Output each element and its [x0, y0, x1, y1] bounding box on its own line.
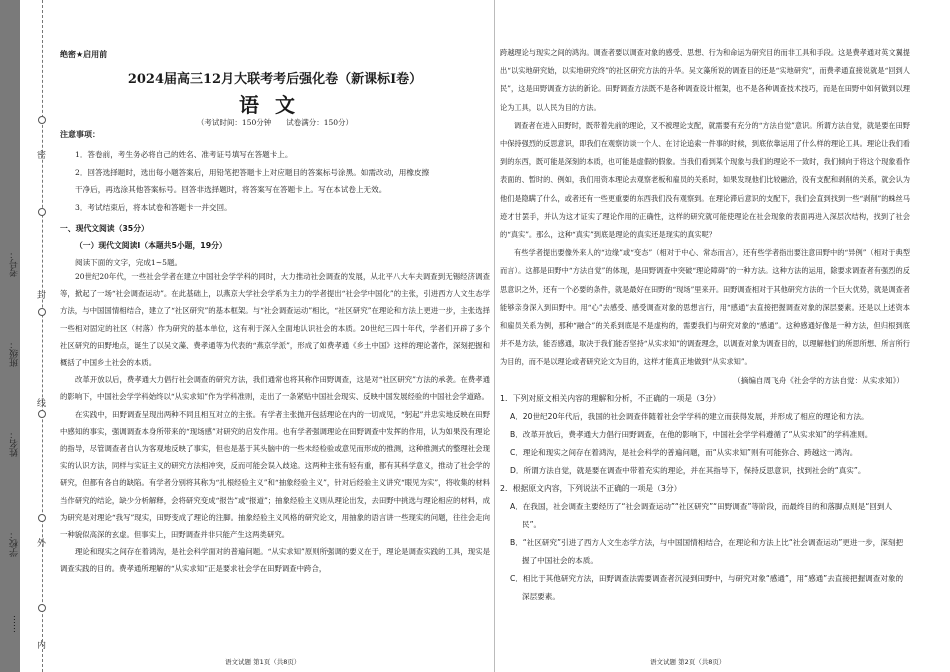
seal-char: 线 — [35, 398, 45, 407]
passage-left — [60, 268, 490, 578]
exam-no-label: 考号： — [10, 250, 20, 277]
subject-title: 语文 — [239, 93, 311, 117]
question-option: A．在我国，社会调查主要经历了“社会调查运动”“社区研究”“田野调查”等阶段，而最终目的和落脚点则是“回到人民”。 — [510, 501, 893, 529]
seal-circle — [38, 308, 46, 316]
notice-item: 2．回答选择题时，选出每小题答案后，用铅笔把答题卡上对应题目的答案标号涂黑。如需改动，用橡皮擦 — [75, 167, 430, 177]
secret-mark: 绝密★启用前 — [60, 50, 108, 59]
seal-char: 内 — [35, 640, 45, 649]
question-option: B．改革开放后，费孝通大力倡行田野调查，在他的影响下，中国社会学学科遵循了“从实求知”的学科准则。 — [510, 429, 873, 439]
notice-item: 1．答卷前，考生务必将自己的姓名、准考证号填写在答题卡上。 — [75, 150, 293, 159]
passage-paragraph: 跨越理论与现实之间的鸿沟。调查者要以调查对象的感受、思想、行为和命运为研究目的而非工具和手段。这是费孝通对英文翼提出“以实地研究始，以实地研究终”的社区研究方法的升华。吴文藻所说的调查目的还是“实地研究”，而费孝通直接说就是“回到人民”，这是田野调查方法的新论。田野调查方法既不是各种调查设计框架，也不是各种调查技术技巧，而是在田野中如何做到以理论为工具，以人民为目的方法。 — [500, 48, 910, 112]
passage-paragraph: 调查者在进入田野时，既带着先前的理论，又不被理论支配，就需要有充分的“方法自觉”意识。所谓方法自觉，就是要在田野中保持强烈的反思意识，即我们在观察访谈一个人、在讨论追索一件事的时候，到底依靠运用了什么样的理论工具。理论让我们看到的东西，既可能是深刻的本质，也可能是虚假的假象。当我们看到某个现象与我们的理论不一致时，我们倾向于将这个现象看作表面的、暂时的、例如，我们用资本理论去观察老板和雇员的关系时，如果发现他们比较融洽，没有支配和剥削的关系，就会认为他们是隐瞒了什么，或者还有一些更重要的东西我们没有观察到。在理论滞后意识的支配下，我们会直到找到一些“剥削”的蛛丝马迹才甘罢手，并认为这才证实了理论作用的正确性，这样的研究就可能使理论在社会现象的表面再进入深层次结构，找到了社会的“真实”。那么，这种“真实”到底是理论的真实还是现实的真实呢？ — [500, 120, 910, 240]
passage-paragraph: 20世纪20年代，一些社会学者在建立中国社会学学科的同时，大力推动社会调查的发展，从北平八大车夫调查到无锡经济调查等，掀起了一场“社会调查运动”。在此基础上，以燕京大学社会学系为主力的学者提出“社会学中国化”的主张，引进西方人文生态学方法，与中国国情相结合，建立了“社区研究”的基本框架。与“社会调查运动”相比，“社区研究”在理论和方法上更进一步，主张选择一些相对固定的社区（村落）作为研究的基本单位，这有利于深入全面地认识社会的本质。20世纪三四十年代，学者们开辟了多个社区研究的田野地点，诞生了以吴文藻、费孝通等为代表的“燕京学派”，形成了如费孝通《乡土中国》这样的理论著作，深刻把握和概括了中国乡土社会的本质。 — [60, 272, 490, 368]
notice-item: 3．考试结束后，将本试卷和答题卡一并交回。 — [75, 202, 232, 212]
notice-section — [60, 129, 490, 216]
seal-char: 外 — [35, 538, 45, 547]
seal-char: 密 — [35, 150, 45, 159]
seal-circle — [38, 208, 46, 216]
section-one — [60, 220, 490, 271]
question-option: C．理论和现实之间存在着鸿沟，是社会科学的普遍问题，而“从实求知”则有可能弥合、跨越这一鸿沟。 — [510, 447, 858, 457]
left-page — [60, 0, 490, 672]
section-heading: 一、现代文阅读（35分） — [60, 224, 149, 233]
seal-circle — [38, 410, 46, 418]
reading-instruction: 阅读下面的文字，完成1~5题。 — [75, 258, 183, 267]
passage-source: （摘编自周飞舟《社会学的方法自觉：从实求知》） — [733, 375, 904, 385]
right-page — [500, 0, 910, 672]
page-footer: 语文试题 第2页（共8页） — [650, 658, 726, 666]
question-option: D．所谓方法自觉，就是要在调查中带着充实的理论，并在其指导下，保持反思意识，找到社会的“真实”。 — [510, 465, 866, 475]
seal-line — [42, 0, 43, 672]
name-label: 姓名： — [10, 430, 20, 457]
question-stem: 1．下列对原文相关内容的理解和分析，不正确的一项是（3分） — [500, 393, 721, 403]
passage-paragraph: 有些学者提出要像外来人的“边缘”或“变态”（相对于中心、常态而言），还有些学者指出要注意田野中的“异例”（相对于典型而言）。这都是田野中“方法自觉”的体现，是田野调查中突破“理论障碍”的一种方法。这种方法的运用，除要求调查者有强烈的反思意识之外，还有一个必要的条件，就是最好在田野的“现场”里来开。田野调查相对于其他研究方法的一个巨大优势，就是调查者能够亲身深入到田野中。用“心”去感受、感受调查对象的思想言行，用“感通”去直接把握调查对象的深层要素。还是以上述资本和雇员关系为例，那种“融合”的关系到底是不是虚构的，需要我们与研究对象的“感通”。这种感通好像是一种方法，但归根到底并不是方法，能否感通，取决于我们能否坚持“从实求知”的调查理念，以调查对象为调查目的，以理解他们的所思所想、所言所行为目的，而不是以理论或者研究论文为目的，这样才能真正地做到“从实求知”。 — [500, 248, 910, 367]
notice-item: 干净后，再选涂其他答案标号。回答非选择题时，将答案写在答题卡上。写在本试卷上无效。 — [75, 185, 387, 195]
exam-title: 2024届高三12月大联考考后强化卷（新课标I卷） — [127, 72, 423, 87]
exam-info: （考试时间：150分钟 试卷满分：150分） — [196, 118, 354, 127]
passage-paragraph: 改革开放以后，费孝通大力倡行社会调查的研究方法，我们通常也将其称作田野调查，这是对“社区研究”方法的承袭。在费孝通的影响下，中国社会学学科始终以“从实求知”作为学科准则，走出了一条紧贴中国社会现实、反映中国发展经验的中国社会学道路。 — [60, 375, 490, 402]
binding-dots: …… — [8, 615, 18, 633]
page-footer: 语文试题 第1页（共8页） — [225, 658, 301, 666]
passage-right — [500, 44, 910, 606]
column-divider — [494, 0, 495, 672]
passage-paragraph: 在实践中，田野调查呈现出两种不同且相互对立的主张。有学者主张抛开包括理论在内的一切成见，“躬起”并忠实地反映在田野中感知的事实，强调调查本身所带来的“现场感”对研究的启发作用。也有学者强调理论在田野调查中发挥的作用，认为如果没有理论的指导，尽管调查者自认为客观地反映了事实，但也是基于其头脑中的一些未经检验或意见而形成的推测，这种推测式的整理社会现实的认识方法，同样与实证主义的研究方法相冲突，反而可能会误入歧途。这两种主张有轻有重，都有其科学意义，推动了社会学的研究，但都有各自的缺陷。有学者分别将其称为“扎根经验主义”和“抽象经验主义”，针对后经验主义讲究“眼见为实”，将收集的材料当作研究的结论，缺少分析解释，会将研究变成“报告”或“报道”；抽象经验主义则从理论出发，去田野中挑选与理论相应的材料，成为研究是对理论“我写”现实，田野变成了理论的注脚。抽象经验主义风格的研究论文，用抽象的语言讲一些现实的问题，往往会走向一种貌似高深的玄虚。但事实上，田野调查并非只能产生这两类研究。 — [60, 409, 490, 540]
question-option: C．相比于其他研究方法，田野调查法需要调查者沉浸到田野中，与研究对象“感通”，用“感通”去直接把握调查对象的深层要素。 — [510, 573, 904, 601]
seal-circle — [38, 604, 46, 612]
question-stem: 2．根据原文内容，下列说法不正确的一项是（3分） — [500, 483, 682, 493]
seal-circle — [38, 116, 46, 124]
binding-strip — [0, 0, 20, 672]
seal-char: 封 — [35, 290, 45, 299]
question-option: A．20世纪20年代后，我国的社会调查伴随着社会学学科的建立而获得发展，并形成了相应的理论和方法。 — [510, 411, 869, 421]
seal-circle — [38, 514, 46, 522]
passage-paragraph: 理论和现实之间存在着鸿沟，是社会科学面对的普遍问题。“从实求知”原则所强调的要义在于，理论是调查实践的工具，现实是调查实践的目的。费孝通所理解的“从实求知”正是要求社会学在田野调查中跨合， — [60, 547, 490, 574]
notice-heading: 注意事项： — [60, 130, 100, 139]
subsection-heading: （一）现代文阅读Ⅰ（本题共5小题，19分） — [75, 241, 227, 250]
class-label: 班级： — [10, 340, 20, 367]
question-option: B．“社区研究”引进了西方人文生态学方法，与中国国情相结合，在理论和方法上比“社会调查运动”更进一步，深刻把握了中国社会的本质。 — [510, 537, 904, 565]
school-label: 学校： — [10, 530, 20, 557]
